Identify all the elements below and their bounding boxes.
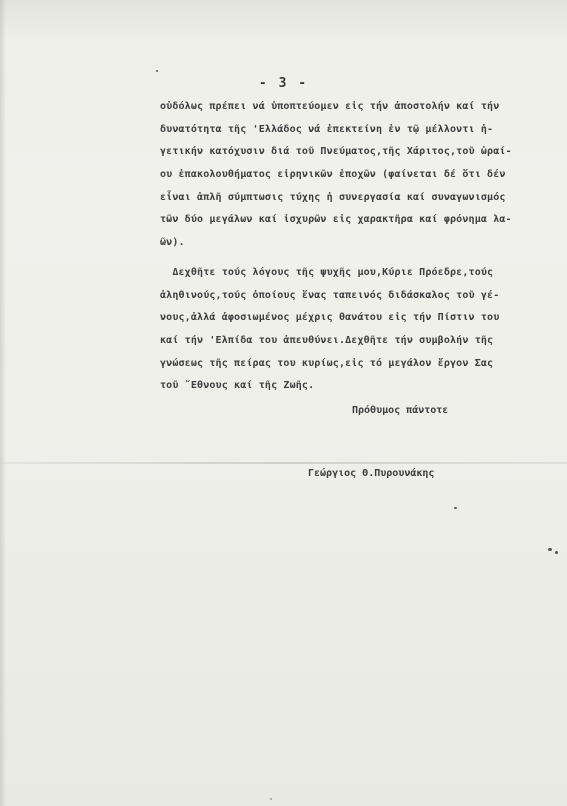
paragraph-2 <box>160 262 567 398</box>
text-line: εἶναι ἁπλῆ σύμπτωσις τύχης ἡ συνεργασία καί συναγωνισμός <box>160 191 506 203</box>
paragraph-1 <box>160 96 567 255</box>
paper-fold-line <box>0 462 567 464</box>
ink-speck <box>548 548 552 551</box>
text-line: γνώσεως τῆς πείρας του κυρίως,εἰς τό μεγάλον ἔργον Σας <box>160 357 494 369</box>
paper-edge-shadow <box>0 0 6 806</box>
text-line: καί τήν 'Ελπίδα του ἀπευθύνει.Δεχθῆτε τήν συμβολήν τῆς <box>160 335 494 347</box>
text-line: δυνατότητα τῆς 'Ελλάδος νά ἐπεκτείνη ἐν τῷ μέλλοντι ἡ- <box>160 123 494 135</box>
signature-name: Γεώργιος Θ.Πυρουνάκης <box>308 468 435 479</box>
text-line: ἀληθινούς,τούς ὁποίους ἕνας ταπεινός διδάσκαλος τοῦ γέ- <box>160 289 500 301</box>
ink-speck <box>555 551 558 554</box>
closing-phrase: Πρόθυμος πάντοτε <box>352 405 449 416</box>
text-line: τοῦ ῎Εθνους καί τῆς Ζωῆς. <box>160 380 315 392</box>
text-line: νους,ἀλλά ἀφοσιωμένος μέχρις θανάτου εἰς τήν Πίστιν του <box>160 312 500 324</box>
page-number: - 3 - <box>258 76 309 91</box>
text-line: γετικήν κατόχυσιν διά τοῦ Πνεύματος,τῆς Χάριτος,τοῦ ὡραί- <box>160 146 512 158</box>
text-line: ῶν). <box>160 237 185 249</box>
text-line: τῶν δύο μεγάλων καί ἰσχυρῶν εἰς χαρακτῆρα καί φρόνημα λα- <box>160 214 512 226</box>
ink-speck <box>454 507 457 509</box>
text-line: οὐδόλως πρέπει νά ὑποπτεύομεν εἰς τήν ἀποστολήν καί τήν <box>160 101 500 112</box>
ink-speck <box>156 70 158 72</box>
ink-speck <box>270 798 272 800</box>
text-line: ου ἐπακολουθήματος εἰρηνικῶν ἐποχῶν (φαίνεται δέ ὅτι δέν <box>160 169 506 181</box>
text-line: Δεχθῆτε τούς λόγους τῆς ψυχῆς μου,Κύριε Πρόεδρε,τούς <box>160 267 494 278</box>
